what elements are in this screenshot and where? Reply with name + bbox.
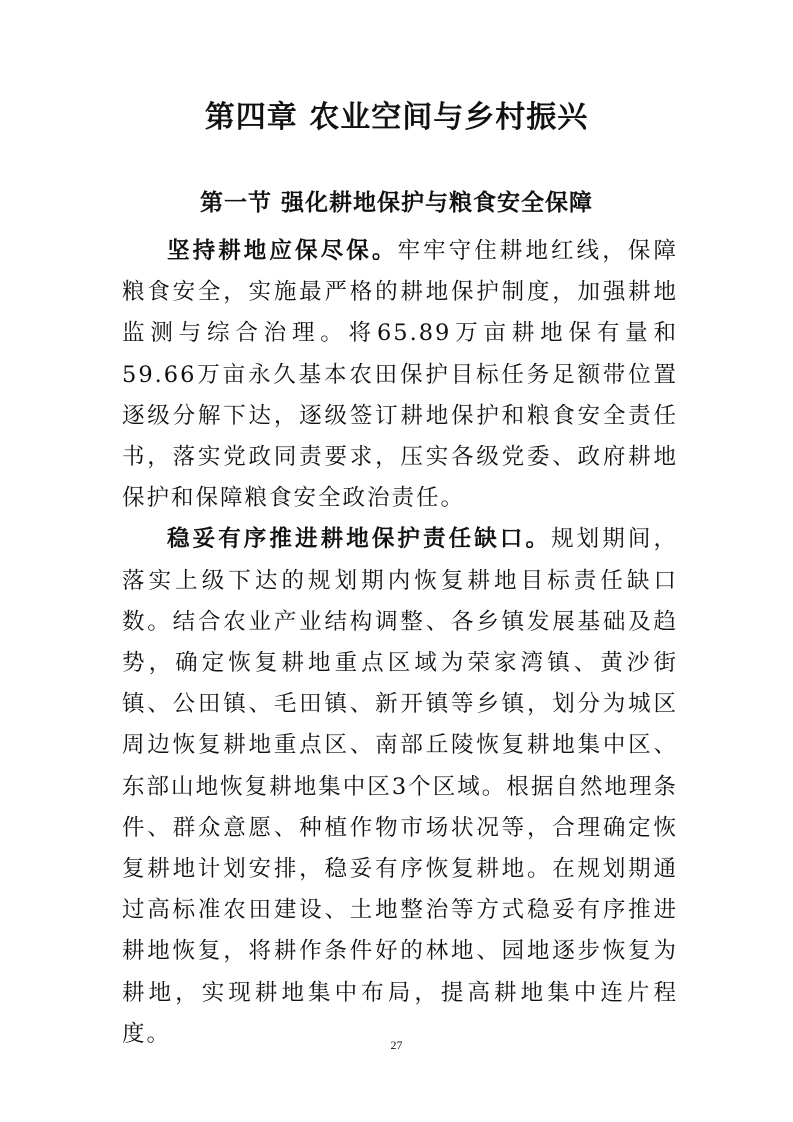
paragraph-text: 规划期间，落实上级下达的规划期内恢复耕地目标责任缺口数。结合农业产业结构调整、各乡镇发展基础及趋势，确定恢复耕地重点区域为荣家湾镇、黄沙街镇、公田镇、毛田镇、新开镇等乡镇，划分为城区周边恢复耕地重点区、南部丘陵恢复耕地集中区、东部山地恢复耕地集中区3个区域。根据自然地理条件、群众意愿、种植作物市场状况等，合理确定恢复耕地计划安排，稳妥有序恢复耕地。在规划期通过高标准农田建设、土地整治等方式稳妥有序推进耕地恢复，将耕作条件好的林地、园地逐步恢复为耕地，实现耕地集中布局，提高耕地集中连片程度。: [122, 526, 678, 1047]
body-text: [122, 231, 678, 1055]
paragraph-text: 牢牢守住耕地红线，保障粮食安全，实施最严格的耕地保护制度，加强耕地监测与综合治理。将65.89万亩耕地保有量和59.66万亩永久基本农田保护目标任务足额带位置逐级分解下达，逐级签订耕地保护和粮食安全责任书，落实党政同责要求，压实各级党委、政府耕地保护和保障粮食安全政治责任。: [122, 238, 678, 512]
page-number: 27: [390, 1038, 403, 1052]
chapter-title: 第四章 农业空间与乡村振兴: [204, 100, 589, 135]
paragraph-lead: 稳妥有序推进耕地保护责任缺口。: [167, 526, 552, 553]
section-title: 第一节 强化耕地保护与粮食安全保障: [199, 190, 593, 216]
paragraph-farmland-restoration: [122, 519, 678, 1055]
paragraph-lead: 坚持耕地应保尽保。: [167, 238, 398, 264]
paragraph-farmland-protection: [122, 231, 678, 519]
